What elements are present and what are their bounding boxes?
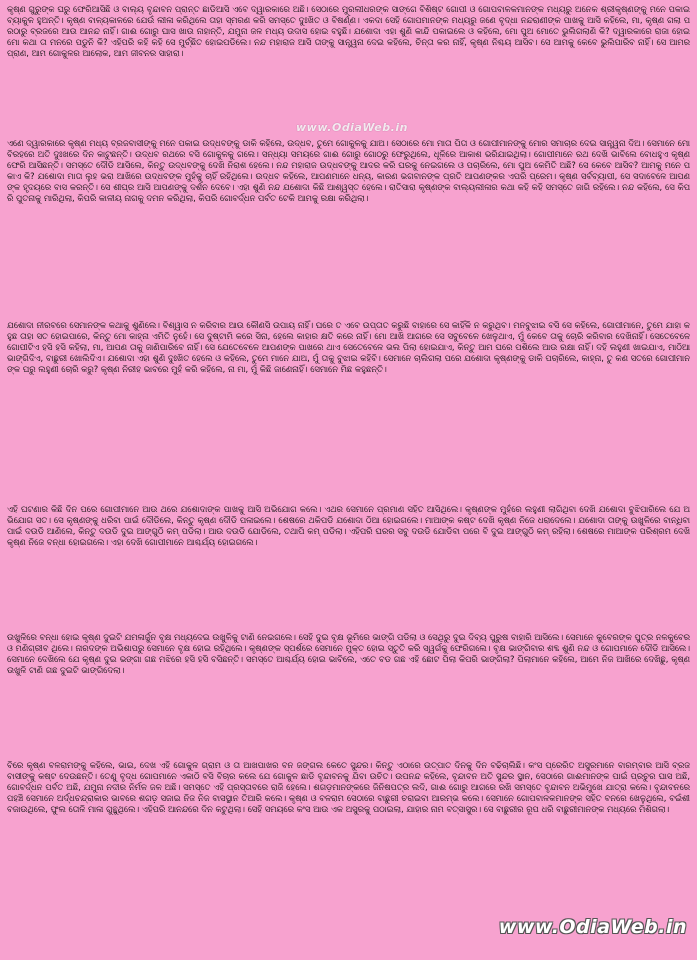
paragraph-6: ବିରେ କୃଷ୍ଣ ବଳରାମଙ୍କୁ କହିଲେ, ଭାଇ, ଦେଖ ଏହି ଗୋକୁଳ ଗ୍ରାମ ଓ ତା ଆଖପାଖର ବନ ଜଙ୍ଗଲ କେତେ ସୁନ୍ଦର। କିନ୍ତୁ ଏଠାରେ ଉତ୍ପାତ ଦିନକୁ ଦିନ ବଢିଚାଲିଛି। କଂସ ପ୍ରେରିତ ଅସୁରମାନେ ବାରମ୍ବାର ଆସି ବ୍ରଜବାସୀଙ୍କୁ କଷ୍ଟ ଦେଉଛନ୍ତି। ତେଣୁ ବୃଦ୍ଧ ଗୋପମାନେ ଏକାଠି ବସି ବିଚାର କଲେ ଯେ ଗୋକୁଳ ଛାଡି ବୃନ୍ଦାବନକୁ ଯିବା ଉଚିତ। ଉପନନ୍ଦ କହିଲେ, ବୃନ୍ଦାବନ ଅତି ସୁନ୍ଦର ସ୍ଥାନ, ସେଠାରେ ଗାଈମାନଙ୍କ ପାଇଁ ପ୍ରଚୁର ଘାସ ଅଛି, ଗୋବର୍ଦ୍ଧନ ପର୍ବତ ଅଛି, ଯମୁନା ନଦୀର ନିର୍ମଳ ଜଳ ଅଛି। ସମସ୍ତେ ଏହି ପ୍ରସ୍ତାବରେ ରାଜି ହେଲେ। ଶଗଡ଼ମାନଙ୍କରେ ଜିନିଷପତ୍ର ଲଦି, ଗାଈ ଗୋରୁ ଆଗରେ ରଖି ସମସ୍ତେ ବୃନ୍ଦାବନ ଅଭିମୁଖେ ଯାତ୍ରା କଲେ। ବୃନ୍ଦାବନରେ ପହଞ୍ଚି ସେମାନେ ଅର୍ଦ୍ଧଚନ୍ଦ୍ରାକାର ଭାବରେ ଶଗଡ଼ ସଜାଇ ନିଜ ନିଜ ବାସସ୍ଥାନ ତିଆରି କଲେ। କୃଷ୍ଣ ଓ ବଳରାମ ସେଠାରେ ବାଛୁରୀ ଚରାଇବା ଆରମ୍ଭ କଲେ। ସେମାନେ ଗୋପବାଳକମାନଙ୍କ ସହିତ ବନରେ ଖେଳୁଥିଲେ, ବଇଁଶୀ ବଜାଉଥିଲେ, ଫୁଲ ତୋଳି ମାଳା ଗୁନ୍ଥୁଥିଲେ। ଏହିପରି ଆନନ୍ଦରେ ଦିନ କଟୁଥିଲା। ସେହି ସମୟରେ କଂସ ଆଉ ଏକ ଅସୁରକୁ ପଠାଇଲା, ଯାହାର ନାମ ବତ୍ସାସୁର। ସେ ବାଛୁରୀର ରୂପ ଧରି ବାଛୁରୀମାନଙ୍କ ମଧ୍ୟରେ ମିଶିଗଲା।	[7, 760, 690, 815]
paragraph-1: କୃଷ୍ଣ ଗୁରୁଙ୍କ ଘରୁ ଫେରିଆସିଛି ଓ ବାଲ୍ୟ ବୃନ୍ଦାବନ ପ୍ରାନ୍ତ ଛାଡିଆସି ଏବେ ଦ୍ୱାରକାରେ ଅଛି। ସେଠାରେ ମୁରଲୀଧରଙ୍କ ସାଙ୍ଗେ ବିଶିଷ୍ଟ ଗୋପୀ ଓ ଗୋପବାଳକମାନଙ୍କ ମଧ୍ୟରୁ ଅନେକ ଶ୍ରୀକୃଷ୍ଣଙ୍କୁ ମନେ ପକାଇ ବ୍ୟାକୁଳ ହୁଅନ୍ତି। କୃଷ୍ଣ ବାଳ୍ୟକାଳରେ ଯେଉଁ ଲୀଳା କରିଥିଲେ ତାହା ସ୍ମରଣ କରି ସମସ୍ତେ ଦୁଃଖିତ ଓ ବିଷର୍ଣ୍ଣ। ଏକଦା ସେହି ଗୋପମାନଙ୍କ ମଧ୍ୟରୁ ଜଣେ ବୃଦ୍ଧା ନନ୍ଦରାଣୀଙ୍କ ପାଖକୁ ଆସି କହିଲେ, ମା, କୃଷ୍ଣ ଗଲା ପରଠାରୁ ବ୍ରଜରେ ଆଉ ଆନନ୍ଦ ନାହିଁ। ଗାଈ ଗୋରୁ ଘାସ ଖାଉ ନାହାନ୍ତି, ଯମୁନା ଜଳ ମଧ୍ୟ ଉଦାସ ହୋଇ ବହୁଛି। ଯଶୋଦା ଏହା ଶୁଣି କାନ୍ଦି ପକାଇଲେ ଓ କହିଲେ, ମୋ ପୁଅ ମୋତେ ଭୁଲିଗଲାଣି କି? ଦ୍ୱାରକାରେ ରାଜା ହୋଇ ମୋ କଥା ତା ମନରେ ପଡୁନି କି? ଏହିପରି କହି କହି ସେ ମୁର୍ଚ୍ଛିତ ହୋଇପଡିଲେ। ନନ୍ଦ ମହାରାଜ ଆସି ତାଙ୍କୁ ସାନ୍ତ୍ୱନା ଦେଇ କହିଲେ, ଚିନ୍ତା କର ନାହିଁ, କୃଷ୍ଣ ନିଶ୍ଚୟ ଆସିବ। ସେ ଆମକୁ କେବେ ଭୁଲିପାରିବ ନାହିଁ। ସେ ଆମର ପ୍ରାଣ, ଆମ ଗୋକୁଳର ଆଲୋକ, ଆମ ଜୀବନର ସାହାରା।	[7, 4, 690, 59]
paragraph-5: ଉଖୁଳିରେ ବନ୍ଧା ହୋଇ କୃଷ୍ଣ ଦୁଇଟି ଯମଳାର୍ଜୁନ ବୃକ୍ଷ ମଧ୍ୟଦେଇ ଉଖୁଳିକୁ ଟାଣି ନେଇଗଲେ। ସେହି ଦୁଇ ବୃକ୍ଷ ଭୂମିରେ ଭାଙ୍ଗି ପଡିଲା ଓ ସେଥିରୁ ଦୁଇ ଦିବ୍ୟ ପୁରୁଷ ବାହାରି ଆସିଲେ। ସେମାନେ କୁବେରଙ୍କ ପୁତ୍ର ନଳକୁବେର ଓ ମଣିଗ୍ରୀବ ଥିଲେ। ନାରଦଙ୍କ ଅଭିଶାପରୁ ସେମାନେ ବୃକ୍ଷ ହୋଇ ରହିଥିଲେ। କୃଷ୍ଣଙ୍କ ସ୍ପର୍ଶରେ ସେମାନେ ମୁକ୍ତ ହୋଇ ସ୍ତୁତି କରି ସ୍ୱର୍ଗକୁ ଫେରିଗଲେ। ବୃକ୍ଷ ଭାଙ୍ଗିବାର ଶବ୍ଦ ଶୁଣି ନନ୍ଦ ଓ ଗୋପମାନେ ଦୌଡି ଆସିଲେ। ସେମାନେ ଦେଖିଲେ ଯେ କୃଷ୍ଣ ଦୁଇ ଭଙ୍ଗା ଗଛ ମଝିରେ ହସି ହସି ବସିଛନ୍ତି। ସମସ୍ତେ ଆଶ୍ଚର୍ଯ୍ୟ ହୋଇ ଭାବିଲେ, ଏତେ ବଡ ଗଛ ଏହି ଛୋଟ ପିଲା କିପରି ଭାଙ୍ଗିଲା? ପିଲାମାନେ କହିଲେ, ଆମେ ନିଜ ଆଖିରେ ଦେଖିଛୁ, କୃଷ୍ଣ ଉଖୁଳି ଟାଣି ଗଛ ଦୁଇଟି ଭାଙ୍ଗିଦେଲା।	[7, 632, 690, 676]
watermark-center: www.OdiaWeb.in	[296, 121, 408, 134]
watermark-bottom: www.OdiaWeb.in	[498, 916, 687, 938]
paragraph-4: ଏହି ଘଟଣାର କିଛି ଦିନ ପରେ ଗୋପୀମାନେ ଆଉ ଥରେ ଯଶୋଦାଙ୍କ ପାଖକୁ ଆସି ଅଭିଯୋଗ କଲେ। ଏଥର ସେମାନେ ପ୍ରମାଣ ସହିତ ଆସିଥିଲେ। କୃଷ୍ଣଙ୍କ ମୁହଁରେ ଲହୁଣୀ ଲାଗିଥିବା ଦେଖି ଯଶୋଦା ବୁଝିପାରିଲେ ଯେ ଅଭିଯୋଗ ସତ। ସେ କୃଷ୍ଣଙ୍କୁ ଧରିବା ପାଇଁ ଦୌଡିଲେ, କିନ୍ତୁ କୃଷ୍ଣ ଦୌଡି ପଳାଇଲେ। ଶେଷରେ ଥକିପଡି ଯଶୋଦା ଠିଆ ହୋଇଗଲେ। ମାଆଙ୍କ କଷ୍ଟ ଦେଖି କୃଷ୍ଣ ନିଜେ ଧରାଦେଲେ। ଯଶୋଦା ତାଙ୍କୁ ଉଖୁଳିରେ ବାନ୍ଧିବା ପାଇଁ ଦଉଡି ଆଣିଲେ, କିନ୍ତୁ ଦଉଡି ଦୁଇ ଆଙ୍ଗୁଠି କମ୍ ପଡିଲା। ଆଉ ଦଉଡି ଯୋଡିଲେ, ତଥାପି କମ୍ ପଡିଲା। ଏହିପରି ଘରର ସବୁ ଦଉଡି ଯୋଡିବା ପରେ ବି ଦୁଇ ଆଙ୍ଗୁଠି କମ୍ ରହିଲା। ଶେଷରେ ମାଆଙ୍କ ପରିଶ୍ରମ ଦେଖି କୃଷ୍ଣ ନିଜେ ବନ୍ଧା ହୋଇଗଲେ। ଏହା ଦେଖି ଗୋପୀମାନେ ଆଶ୍ଚର୍ଯ୍ୟ ହୋଇଗଲେ।	[7, 504, 690, 548]
paragraph-2: ଏଣେ ଦ୍ୱାରକାରେ କୃଷ୍ଣ ମଧ୍ୟ ବ୍ରଜବାସୀଙ୍କୁ ମନେ ପକାଇ ଉଦ୍ଧବଙ୍କୁ ଡାକି କହିଲେ, ଉଦ୍ଧବ, ତୁମେ ଗୋକୁଳକୁ ଯାଅ। ସେଠାରେ ମୋ ମାତା ପିତା ଓ ଗୋପୀମାନଙ୍କୁ ମୋର ସମାଚାର ଦେଇ ସାନ୍ତ୍ୱନା ଦିଅ। ସେମାନେ ମୋ ବିରହରେ ଅତି ଦୁଃଖରେ ଦିନ କାଟୁଛନ୍ତି। ଉଦ୍ଧବ ରଥରେ ବସି ଗୋକୁଳକୁ ଗଲେ। ସନ୍ଧ୍ୟା ସମୟରେ ଗାଈ ଗୋରୁ ଗୋଠରୁ ଫେରୁଥିଲେ, ଧୂଳିରେ ଆକାଶ ଭରିଯାଇଥିଲା। ଗୋପୀମାନେ ରଥ ଦେଖି ଭାବିଲେ ବୋଧହୁଏ କୃଷ୍ଣ ଫେରି ଆସିଛନ୍ତି। ସମସ୍ତେ ଦୌଡି ଆସିଲେ, କିନ୍ତୁ ଉଦ୍ଧବଙ୍କୁ ଦେଖି ନିରାଶ ହେଲେ। ନନ୍ଦ ମହାରାଜ ଉଦ୍ଧବଙ୍କୁ ଆଦର କରି ଘରକୁ ନେଇଗଲେ ଓ ପଚାରିଲେ, ମୋ ପୁଅ କେମିତି ଅଛି? ସେ କେବେ ଆସିବ? ଆମକୁ ମନେ ପକାଏ କି? ଯଶୋଦା ମାତା ଲୁହ ଭରା ଆଖିରେ ଉଦ୍ଧବଙ୍କ ମୁହଁକୁ ଚାହିଁ ରହିଥିଲେ। ଉଦ୍ଧବ କହିଲେ, ଆପଣମାନେ ଧନ୍ୟ, କାରଣ ଭଗବାନଙ୍କ ପ୍ରତି ଆପଣଙ୍କର ଏପରି ପ୍ରେମ। କୃଷ୍ଣ ସର୍ବବ୍ୟାପୀ, ସେ ସଦାବେଳେ ଆପଣଙ୍କ ହୃଦୟରେ ବାସ କରନ୍ତି। ସେ ଶୀଘ୍ର ଆସି ଆପଣଙ୍କୁ ଦର୍ଶନ ଦେବେ। ଏହା ଶୁଣି ନନ୍ଦ ଯଶୋଦା କିଛି ଆଶ୍ୱସ୍ତ ହେଲେ। ରାତିସାରା କୃଷ୍ଣଙ୍କ ବାଲ୍ୟଲୀଳାର କଥା କହି କହି ସମସ୍ତେ ଜାଗି ରହିଲେ। ନନ୍ଦ କହିଲେ, ସେ କିପରି ପୁତନାକୁ ମାରିଥିଲା, କିପରି କାଳୀୟ ନାଗକୁ ଦମନ କରିଥିଲା, କିପରି ଗୋବର୍ଦ୍ଧନ ପର୍ବତ ଟେକି ଆମକୁ ରକ୍ଷା କରିଥିଲା।	[7, 138, 690, 204]
paragraph-3: ଯଶୋଦା ନୀରବରେ ସେମାନଙ୍କ କଥାକୁ ଶୁଣିଲେ। ବିଶ୍ୱାସ ନ କରିବାର ଆଉ କୌଣସି ଉପାୟ ନାହିଁ। ଘରେ ତ ଏବେ ଉପ୍ତାତ କରୁଛି ବାହାରେ ସେ କାହିଁକି ନ କରୁଥିବ। ମନବୁଝାଇ ବସି ସେ କହିଲେ, ଗୋପୀମାନେ, ତୁମେ ଯାହା କହୁଛ ତାହା ସତ ହୋଇପାରେ, କିନ୍ତୁ ମୋ କାହ୍ନା ଏମିତି ନୁହେଁ। ସେ ଦୁଷ୍ଟାମି କରେ ସିନା, ହେଲେ କାହାର କ୍ଷତି କରେ ନାହିଁ। ମୋ ଆଖି ଆଗରେ ସେ ସବୁବେଳେ ଖେଳୁଥାଏ, ମୁଁ କେବେ ତାକୁ ଚୋରି କରିବାର ଦେଖିନାହିଁ। ସେତେବେଳେ ଗୋପୀଟିଏ ହସି ହସି କହିଲା, ମା, ଆପଣ ତାକୁ ଜାଣିପାରିବେ ନାହିଁ। ସେ ଯେତେବେଳେ ଆପଣଙ୍କ ପାଖରେ ଥାଏ ସେତେବେଳେ ଭଲ ପିଲା ହୋଇଯାଏ, କିନ୍ତୁ ଆମ ଘରେ ପଶିଲେ ଆଉ ରକ୍ଷା ନାହିଁ। ଦହି ଲହୁଣୀ ଖାଇଯାଏ, ମାଠିଆ ଭାଙ୍ଗିଦିଏ, ବାଛୁରୀ ଖୋଲିଦିଏ। ଯଶୋଦା ଏହା ଶୁଣି ଦୁଃଖିତ ହେଲେ ଓ କହିଲେ, ତୁମେ ମାନେ ଯାଅ, ମୁଁ ତାକୁ ବୁଝାଇ କହିବି। ସେମାନେ ଚାଲିଗଲା ପରେ ଯଶୋଦା କୃଷ୍ଣଙ୍କୁ ଡାକି ପଚାରିଲେ, କାହ୍ନା, ତୁ କଣ ସତରେ ଗୋପୀମାନଙ୍କ ଘରୁ ଲହୁଣୀ ଚୋରି କରୁ? କୃଷ୍ଣ ନିରୀହ ଭାବରେ ମୁହଁ କରି କହିଲେ, ନା ମା, ମୁଁ କିଛି ଜାଣେନାହିଁ। ସେମାନେ ମିଛ କହୁଛନ୍ତି।	[7, 320, 690, 375]
